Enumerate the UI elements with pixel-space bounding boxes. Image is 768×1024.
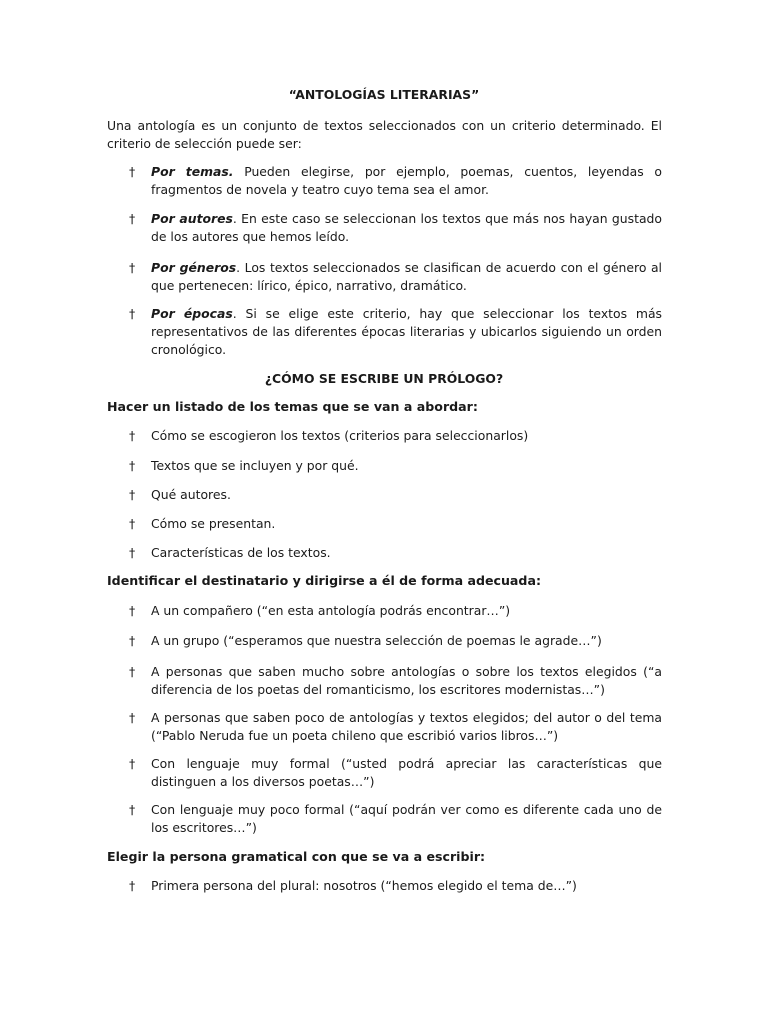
list-item: † A personas que saben mucho sobre antologías o sobre los textos elegidos (“a diferencia de los poetas del romanticismo, los escritores modernistas…”) bbox=[129, 664, 662, 697]
criteria-item-autores bbox=[129, 210, 662, 246]
dagger-bullet-icon: † bbox=[129, 306, 136, 321]
dagger-bullet-icon: † bbox=[129, 756, 136, 771]
intro-paragraph: Una antología es un conjunto de textos seleccionados con un criterio determinado. El criterio de selección puede ser: bbox=[107, 118, 662, 151]
list-item: † Cómo se escogieron los textos (criterios para seleccionarlos) bbox=[129, 428, 529, 443]
criteria-text: . Si se elige este criterio, hay que seleccionar los textos más representativos de las diferentes épocas literarias y ubicarlos siguiendo un orden cronológico. bbox=[151, 306, 662, 357]
criteria-item-epocas bbox=[129, 305, 662, 359]
dagger-bullet-icon: † bbox=[129, 458, 136, 473]
list-item: † Primera persona del plural: nosotros (“hemos elegido el tema de…”) bbox=[129, 878, 577, 893]
criteria-term: Por temas. bbox=[151, 164, 234, 179]
list-item: † Qué autores. bbox=[129, 487, 231, 502]
list-item: † Características de los textos. bbox=[129, 545, 331, 560]
dagger-bullet-icon: † bbox=[129, 260, 136, 275]
criteria-term: Por géneros bbox=[151, 260, 237, 275]
dagger-bullet-icon: † bbox=[129, 487, 136, 502]
list-item: † A un compañero (“en esta antología podrás encontrar…”) bbox=[129, 603, 511, 618]
dagger-bullet-icon: † bbox=[129, 428, 136, 443]
dagger-bullet-icon: † bbox=[129, 878, 136, 893]
dagger-bullet-icon: † bbox=[129, 603, 136, 618]
section-heading-topics: Hacer un listado de los temas que se van a abordar: bbox=[107, 399, 478, 414]
section-heading-person: Elegir la persona gramatical con que se va a escribir: bbox=[107, 849, 486, 864]
list-item: † Cómo se presentan. bbox=[129, 516, 276, 531]
criteria-term: Por épocas bbox=[151, 306, 233, 321]
document-title: “ANTOLOGÍAS LITERARIAS” bbox=[288, 87, 480, 102]
list-item: † Con lenguaje muy formal (“usted podrá apreciar las características que distinguen a los diversos poetas…”) bbox=[129, 756, 662, 789]
dagger-bullet-icon: † bbox=[129, 211, 136, 226]
criteria-item-generos bbox=[129, 259, 662, 295]
dagger-bullet-icon: † bbox=[129, 545, 136, 560]
criteria-text: . En este caso se seleccionan los textos que más nos hayan gustado de los autores que hemos leído. bbox=[151, 211, 663, 244]
dagger-bullet-icon: † bbox=[129, 664, 136, 679]
dagger-bullet-icon: † bbox=[129, 164, 136, 179]
criteria-text: . Los textos seleccionados se clasifican de acuerdo con el género al que pertenecen: lírico, épico, narrativo, dramático. bbox=[151, 260, 662, 293]
prologue-subtitle: ¿CÓMO SE ESCRIBE UN PRÓLOGO? bbox=[264, 371, 504, 386]
section-heading-audience: Identificar el destinatario y dirigirse a él de forma adecuada: bbox=[107, 573, 541, 588]
dagger-bullet-icon: † bbox=[129, 802, 136, 817]
dagger-bullet-icon: † bbox=[129, 633, 136, 648]
dagger-bullet-icon: † bbox=[129, 710, 136, 725]
list-item: † A personas que saben poco de antologías y textos elegidos; del autor o del tema (“Pablo Neruda fue un poeta chileno que escribió varios libros…”) bbox=[129, 710, 662, 743]
list-item: † Con lenguaje muy poco formal (“aquí podrán ver como es diferente cada uno de los escritores…”) bbox=[129, 802, 662, 835]
criteria-text: Pueden elegirse, por ejemplo, poemas, cuentos, leyendas o fragmentos de novela y teatro cuyo tema sea el amor. bbox=[151, 164, 662, 197]
criteria-item-temas bbox=[129, 163, 662, 199]
list-item: † Textos que se incluyen y por qué. bbox=[129, 458, 359, 473]
criteria-term: Por autores bbox=[151, 211, 233, 226]
dagger-bullet-icon: † bbox=[129, 516, 136, 531]
list-item: † A un grupo (“esperamos que nuestra selección de poemas le agrade…”) bbox=[129, 633, 602, 648]
